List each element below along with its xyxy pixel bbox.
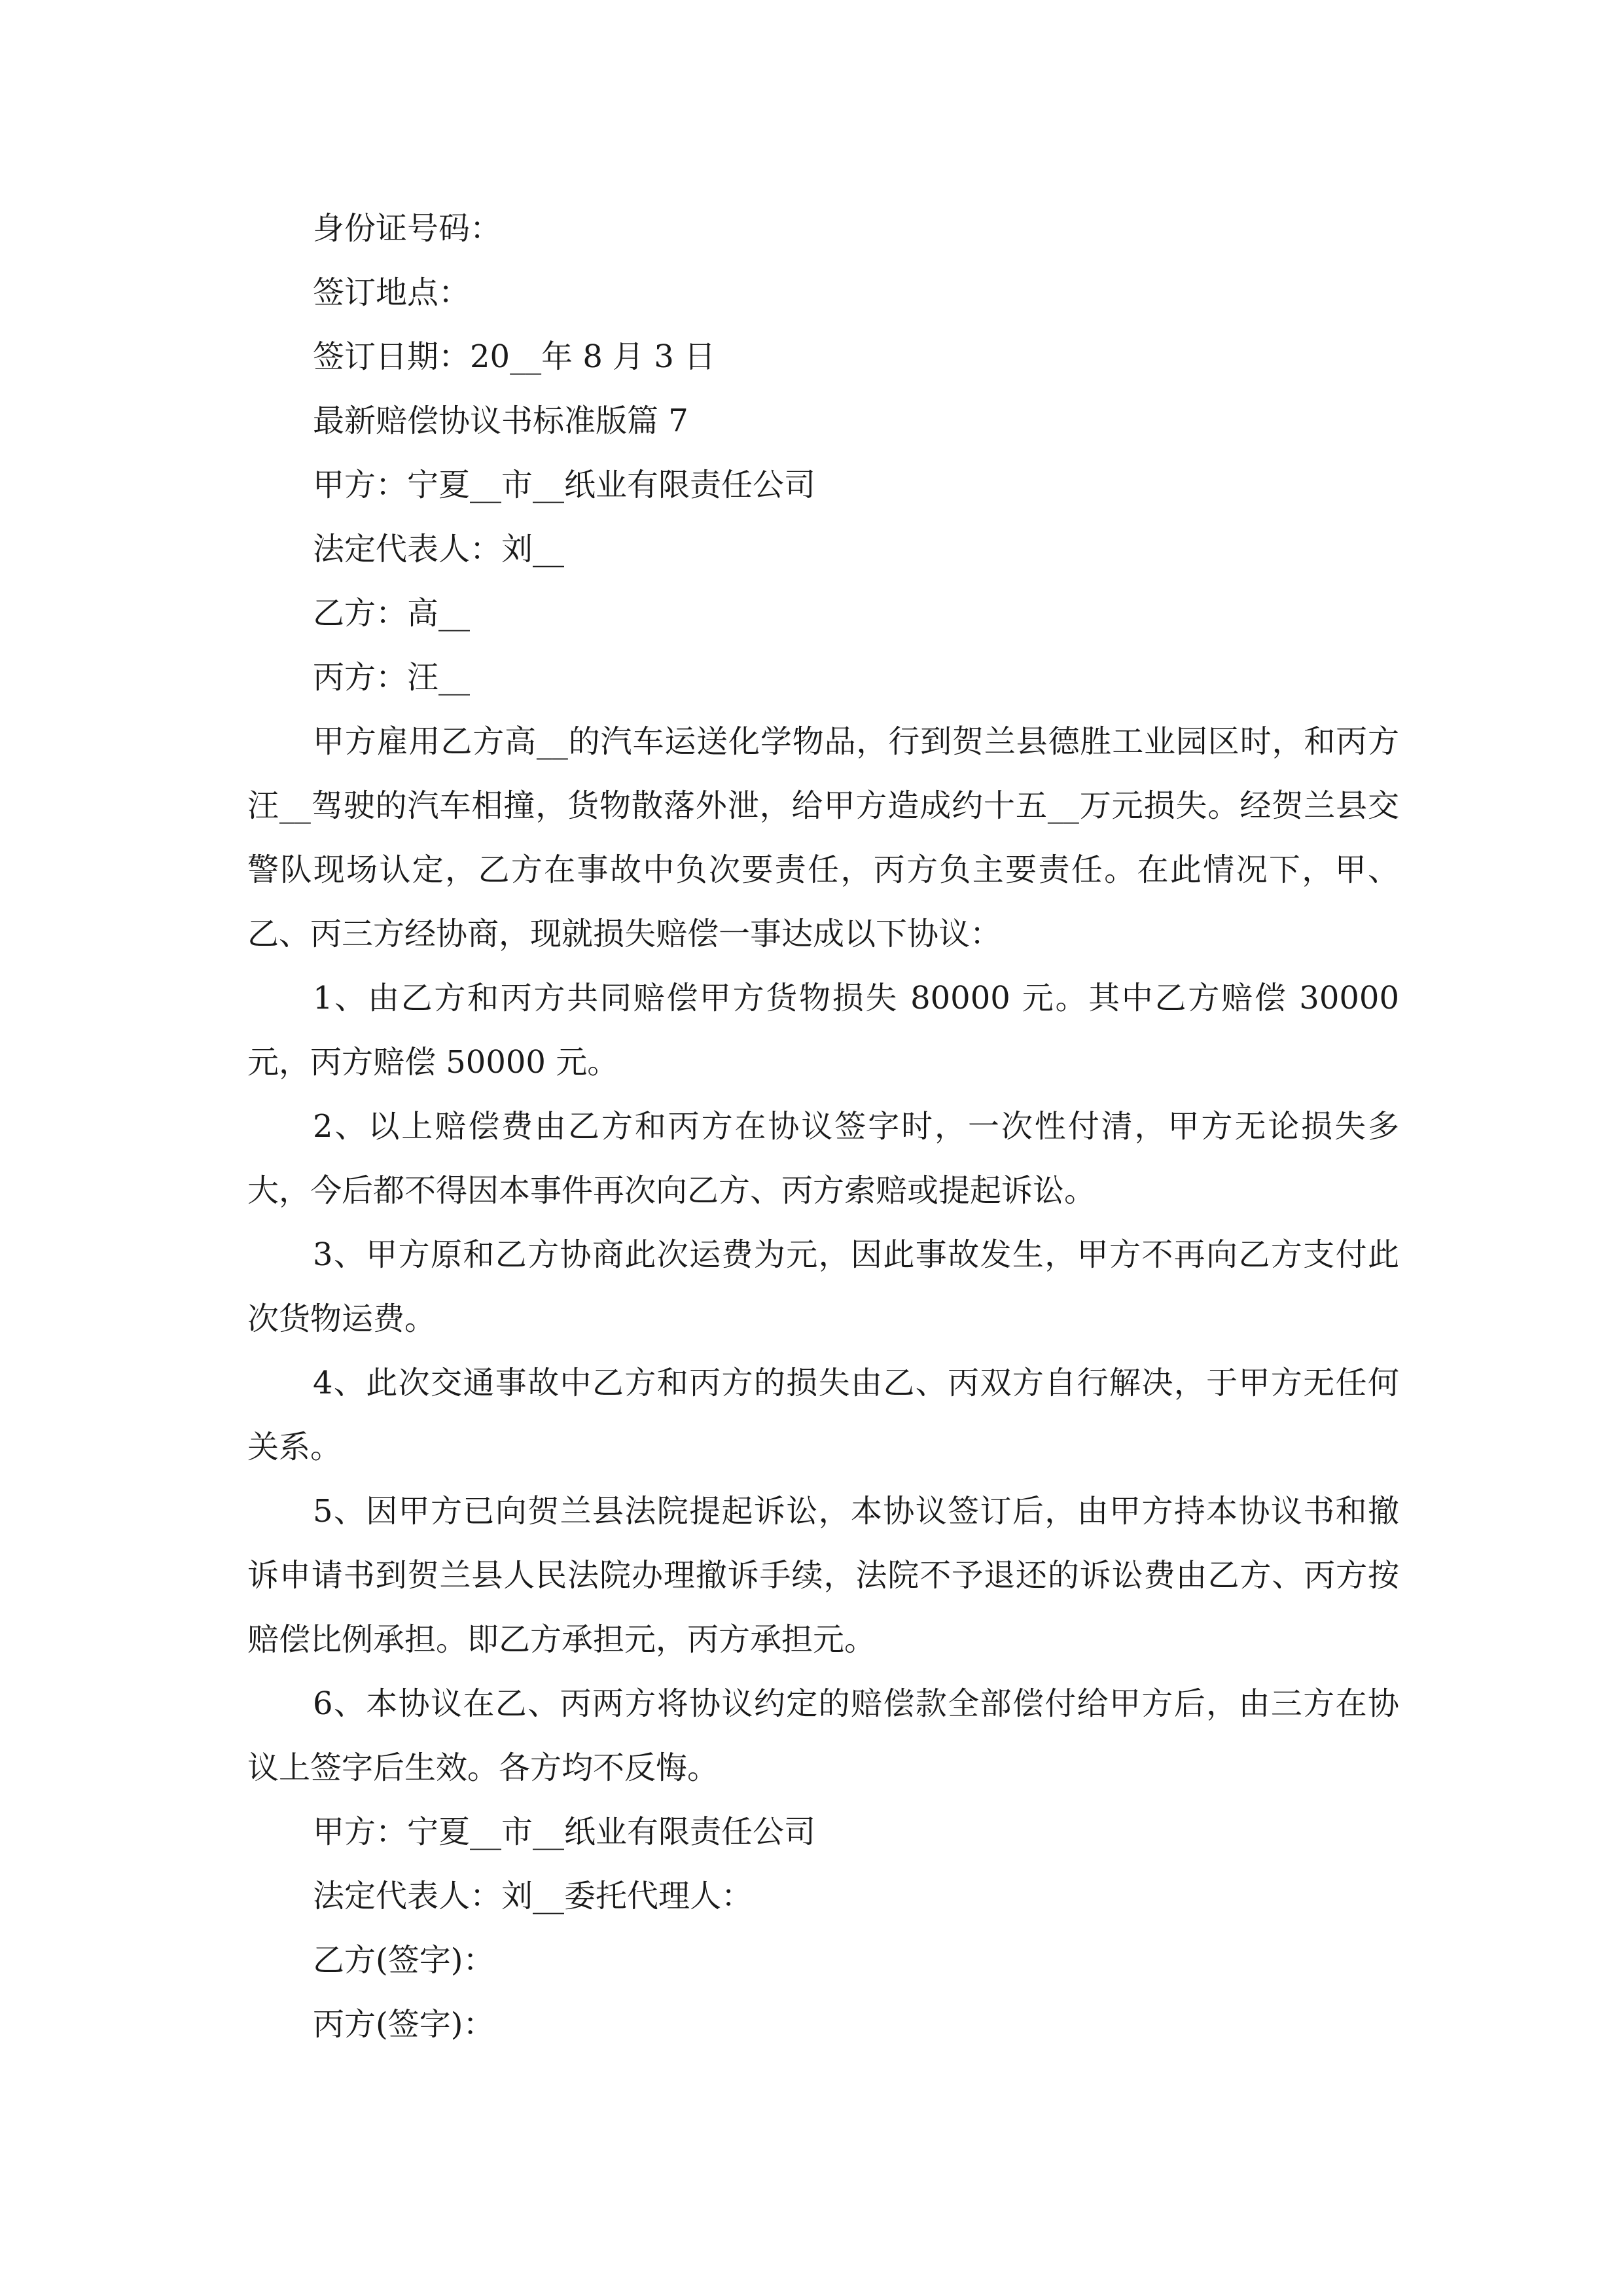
signature-party-c: 丙方(签字)： xyxy=(313,2006,495,2043)
signature-party-a: 甲方：宁夏__市__纸业有限责任公司 xyxy=(313,1814,816,1850)
signing-date-line: 签订日期：20__年 8 月 3 日 xyxy=(313,338,716,375)
signature-party-b: 乙方(签字)： xyxy=(313,1942,495,1979)
signature-legal-representative: 法定代表人：刘__委托代理人： xyxy=(313,1878,753,1914)
clause-3: 3、甲方原和乙方协商此次运费为元，因此事故发生，甲方不再向乙方支付此次货物运费。 xyxy=(247,1236,1399,1337)
party-c-line: 丙方：汪__ xyxy=(313,659,471,696)
clause-1: 1、由乙方和丙方共同赔偿甲方货物损失 80000 元。其中乙方赔偿 30000 元，丙方赔偿 50000 元。 xyxy=(247,980,1410,1081)
clause-6: 6、本协议在乙、丙两方将协议约定的赔偿款全部偿付给甲方后，由三方在协议上签字后生效。各方均不反悔。 xyxy=(247,1685,1399,1786)
signing-place-line: 签订地点： xyxy=(313,274,471,311)
legal-representative-line: 法定代表人：刘__ xyxy=(313,531,565,567)
clause-5: 5、因甲方已向贺兰县法院提起诉讼，本协议签订后，由甲方持本协议书和撤诉申请书到贺兰县人民法院办理撤诉手续，法院不予退还的诉讼费由乙方、丙方按赔偿比例承担。即乙方承担元，丙方承担元。 xyxy=(247,1493,1399,1658)
clause-2: 2、以上赔偿费由乙方和丙方在协议签字时，一次性付清，甲方无论损失多大，今后都不得因本事件再次向乙方、丙方索赔或提起诉讼。 xyxy=(247,1108,1399,1209)
party-b-line: 乙方：高__ xyxy=(313,595,471,632)
section-title: 最新赔偿协议书标准版篇 7 xyxy=(313,403,688,439)
id-number-line: 身份证号码： xyxy=(313,210,502,247)
clause-4: 4、此次交通事故中乙方和丙方的损失由乙、丙双方自行解决，于甲方无任何关系。 xyxy=(247,1365,1399,1465)
document-body xyxy=(247,196,1410,2056)
intro-paragraph: 甲方雇用乙方高__的汽车运送化学物品，行到贺兰县德胜工业园区时，和丙方汪__驾驶的汽车相撞，货物散落外泄，给甲方造成约十五__万元损失。经贺兰县交警队现场认定，乙方在事故中负次要责任，丙方负主要责任。在此情况下，甲、乙、丙三方经协商，现就损失赔偿一事达成以下协议： xyxy=(247,723,1399,952)
party-a-line: 甲方：宁夏__市__纸业有限责任公司 xyxy=(313,467,816,503)
